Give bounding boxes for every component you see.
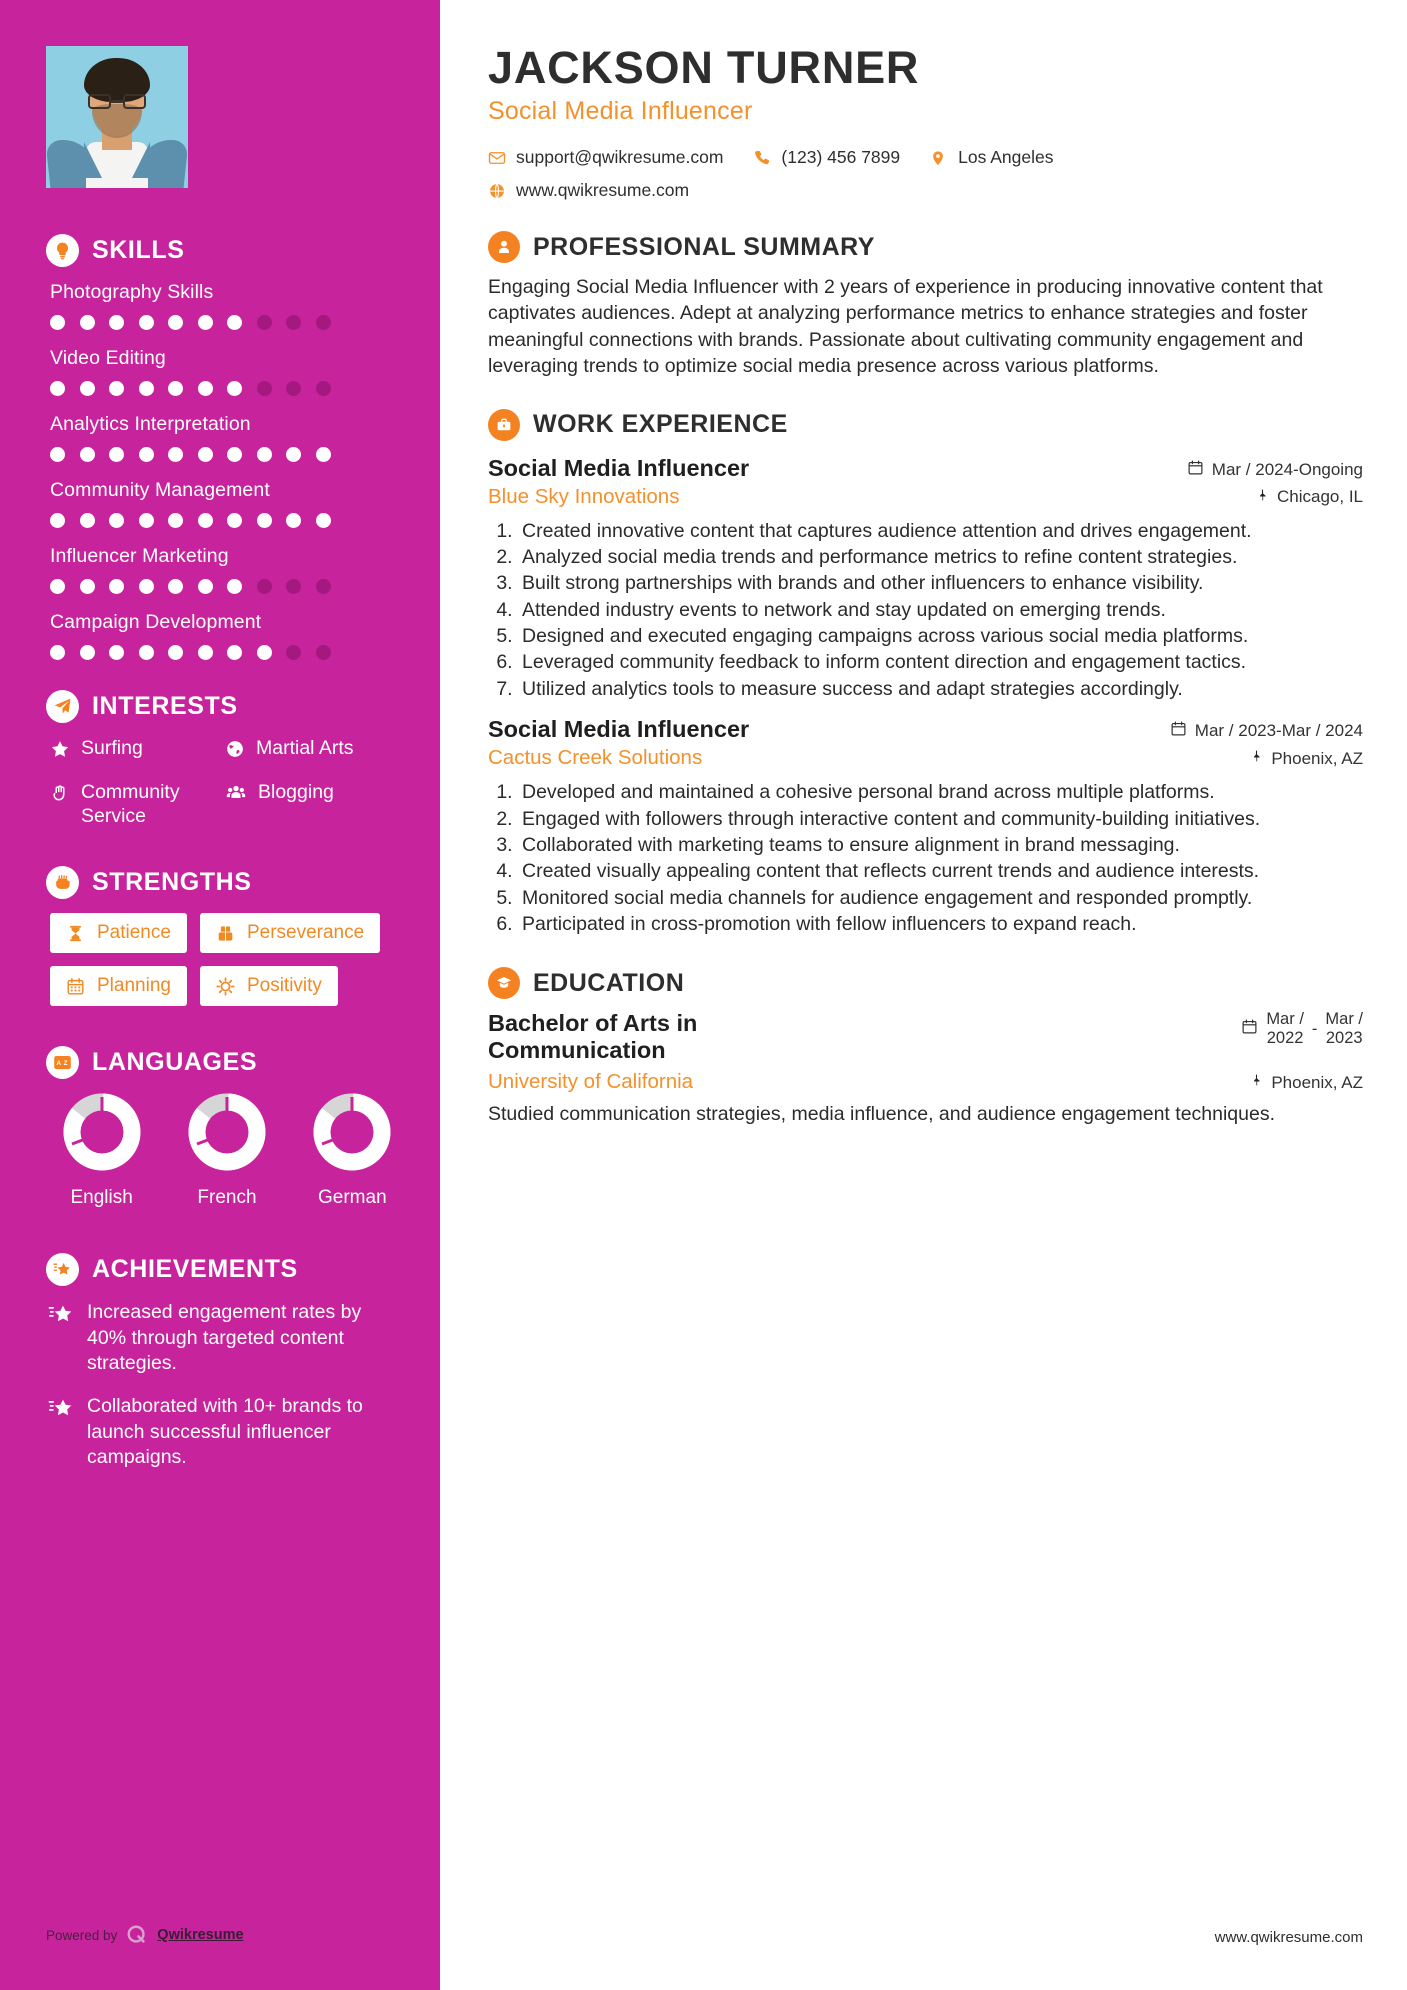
- photo-collar-left: [84, 142, 102, 178]
- education-description: Studied communication strategies, media influence, and audience engagement techniques.: [488, 1103, 1276, 1126]
- achievements-list: [46, 1300, 400, 1470]
- envelope-icon: [488, 149, 506, 167]
- binoculars-icon: [216, 924, 236, 943]
- job-bullet: 5. Designed and executed engaging campaigns across various social media platforms.: [518, 624, 1363, 649]
- strengths-heading: [46, 866, 400, 899]
- skill-dot: [257, 513, 272, 528]
- job-bullets: [488, 780, 1363, 937]
- language-label: German: [318, 1187, 387, 1209]
- language-label: English: [70, 1187, 133, 1209]
- job-bullet: 7. Utilized analytics tools to measure success and adapt strategies accordingly.: [518, 677, 1363, 702]
- skill-dot: [109, 381, 124, 396]
- job-title: Social Media Influencer: [488, 716, 750, 743]
- skill-dot: [227, 579, 242, 594]
- skill-dot: [227, 645, 242, 660]
- skill-dot: [257, 315, 272, 330]
- skill-dot: [227, 513, 242, 528]
- skill-dot: [316, 513, 331, 528]
- job-company: Blue Sky Innovations: [488, 484, 680, 508]
- skill-dot: [50, 513, 65, 528]
- skill-rating: [46, 381, 400, 396]
- skill-rating: [46, 513, 400, 528]
- languages-list: [46, 1093, 400, 1209]
- strength-chip: [50, 966, 187, 1006]
- skill-dot: [168, 645, 183, 660]
- interests-list: [46, 737, 400, 828]
- skill-item: [46, 479, 400, 528]
- powered-by-label: Powered by: [46, 1927, 118, 1943]
- skill-dot: [50, 645, 65, 660]
- map-pin-icon: [930, 149, 948, 167]
- qwikresume-link[interactable]: Qwikresume: [157, 1927, 244, 1943]
- skill-item: [46, 545, 400, 594]
- calendar-icon: [1187, 459, 1204, 481]
- page-title: JACKSON TURNER: [488, 42, 920, 93]
- skill-dot: [227, 381, 242, 396]
- users-icon: [225, 783, 247, 810]
- languages-title: LANGUAGES: [92, 1048, 258, 1077]
- skill-dot: [109, 513, 124, 528]
- language-donut: [63, 1093, 141, 1171]
- achievement-star-icon: [48, 1303, 74, 1376]
- skills-list: [46, 281, 400, 660]
- calendar-icon: [66, 977, 86, 996]
- skill-dot: [168, 447, 183, 462]
- skill-item: [46, 347, 400, 396]
- experience-section: [488, 409, 1363, 937]
- education-heading: [488, 967, 1363, 999]
- education-date-separator: -: [1311, 1019, 1318, 1038]
- skill-dot: [168, 513, 183, 528]
- profile-photo: [46, 46, 188, 188]
- skill-dot: [286, 381, 301, 396]
- strength-chip: [200, 913, 380, 953]
- job-dates-text: Mar / 2023-Mar / 2024: [1194, 721, 1363, 741]
- skill-dot: [109, 447, 124, 462]
- job-bullet: 2. Engaged with followers through interactive content and community-building initiatives.: [518, 807, 1363, 832]
- summary-text: Engaging Social Media Influencer with 2 years of experience in producing innovative content that captivates audiences. Adept at analyzing performance metrics to enhance strategies and foster meaningful connections with brands. Passionate about cultivating community engagement and leveraging trends to optimize social media presence across various platforms.: [488, 276, 1323, 377]
- achievement-item: [46, 1394, 400, 1470]
- skill-dot: [198, 579, 213, 594]
- language-item: [305, 1093, 400, 1209]
- job-bullet: 1. Developed and maintained a cohesive personal brand across multiple platforms.: [518, 780, 1363, 805]
- achievements-heading: [46, 1253, 400, 1286]
- language-item: [54, 1093, 149, 1209]
- skill-label: Video Editing: [50, 347, 166, 369]
- map-pin-icon: [1250, 748, 1263, 769]
- skill-dot: [50, 579, 65, 594]
- strengths-list: [46, 913, 400, 1006]
- globe-icon: [225, 739, 245, 766]
- job-bullet: 4. Attended industry events to network and stay updated on emerging trends.: [518, 598, 1363, 623]
- language-label: French: [197, 1187, 257, 1209]
- summary-section: [488, 231, 1363, 379]
- interest-label: Surfing: [81, 737, 143, 759]
- language-item: [179, 1093, 274, 1209]
- skill-dot: [257, 579, 272, 594]
- calendar-icon: [1170, 720, 1187, 742]
- svg-text:A: A: [56, 1060, 61, 1068]
- achievement-item: [46, 1300, 400, 1376]
- strengths-title: STRENGTHS: [92, 868, 252, 897]
- contact-row-1: [488, 147, 1363, 168]
- calendar-icon: [1241, 1018, 1258, 1040]
- education-location: [1250, 1072, 1363, 1093]
- skills-title: SKILLS: [92, 236, 185, 264]
- education-start-month: Mar /: [1266, 1010, 1304, 1029]
- interest-label: Community Service: [81, 780, 180, 827]
- skills-heading: [46, 234, 400, 267]
- skill-dot: [286, 513, 301, 528]
- job-dates: [1187, 459, 1363, 481]
- summary-title: PROFESSIONAL SUMMARY: [533, 232, 875, 261]
- star-burst-icon: [46, 1253, 79, 1286]
- skill-dot: [316, 579, 331, 594]
- education-degree: Bachelor of Arts in Communication: [488, 1010, 698, 1064]
- job-location: [1250, 748, 1363, 769]
- skill-dot: [109, 315, 124, 330]
- education-start-year: 2022: [1266, 1029, 1304, 1048]
- skill-dot: [316, 315, 331, 330]
- job-company: Cactus Creek Solutions: [488, 746, 703, 770]
- contact-phone-text: (123) 456 7899: [781, 147, 901, 168]
- skill-dot: [50, 315, 65, 330]
- job-dates-text: Mar / 2024-Ongoing: [1211, 459, 1363, 479]
- paper-plane-icon: [46, 690, 79, 723]
- skill-dot: [227, 447, 242, 462]
- skill-label: Analytics Interpretation: [50, 413, 251, 435]
- education-section: [488, 967, 1363, 1128]
- skill-dot: [50, 447, 65, 462]
- education-end-month: Mar /: [1325, 1010, 1363, 1029]
- job-role-subtitle: Social Media Influencer: [488, 97, 753, 126]
- job-sub-row: [488, 485, 1363, 509]
- skill-rating: [46, 447, 400, 462]
- skill-dot: [168, 579, 183, 594]
- language-donut: [188, 1093, 266, 1171]
- job-bullet: 5. Monitored social media channels for audience engagement and responded promptly.: [518, 886, 1363, 911]
- skill-dot: [80, 645, 95, 660]
- strength-label: Patience: [97, 922, 171, 944]
- skill-dot: [227, 315, 242, 330]
- job-title: Social Media Influencer: [488, 454, 750, 481]
- interests-section: [46, 690, 400, 828]
- sun-icon: [216, 977, 236, 996]
- skill-dot: [109, 579, 124, 594]
- skill-dot: [168, 381, 183, 396]
- job-location: [1256, 487, 1363, 508]
- education-dates: [1241, 1010, 1363, 1048]
- sidebar: [0, 0, 440, 1990]
- skill-dot: [316, 645, 331, 660]
- job-bullet: 4. Created visually appealing content that reflects current trends and audience interests.: [518, 859, 1363, 884]
- skill-rating: [46, 645, 400, 660]
- skill-dot: [139, 579, 154, 594]
- job-bullet: 1. Created innovative content that captures audience attention and drives engagement.: [518, 519, 1363, 544]
- hourglass-icon: [66, 924, 86, 943]
- achievements-title: ACHIEVEMENTS: [92, 1255, 298, 1284]
- photo-collar-right: [132, 142, 150, 178]
- job-bullet: 6. Participated in cross-promotion with fellow influencers to expand reach.: [518, 912, 1363, 937]
- skill-dot: [80, 579, 95, 594]
- skills-section: [46, 234, 400, 660]
- strength-label: Planning: [97, 975, 171, 997]
- skill-dot: [50, 381, 65, 396]
- skill-label: Campaign Development: [50, 611, 262, 633]
- job-bullet: 3. Built strong partnerships with brands and other influencers to enhance visibility.: [518, 571, 1363, 596]
- interests-heading: [46, 690, 400, 723]
- interest-item: [225, 781, 400, 829]
- skill-dot: [139, 645, 154, 660]
- svg-text:Z: Z: [63, 1060, 68, 1068]
- skill-item: [46, 611, 400, 660]
- photo-beard: [92, 104, 142, 138]
- achievement-star-icon: [48, 1397, 74, 1470]
- achievement-text: Increased engagement rates by 40% through targeted content strategies.: [87, 1301, 362, 1375]
- photo-glasses: [88, 94, 146, 109]
- translate-icon: [46, 1046, 79, 1079]
- skill-label: Influencer Marketing: [50, 545, 229, 567]
- skill-dot: [80, 447, 95, 462]
- job-bullet: 3. Collaborated with marketing teams to ensure alignment in brand messaging.: [518, 833, 1363, 858]
- interest-item: [50, 781, 225, 829]
- star-icon: [50, 739, 70, 766]
- education-sub-row: [488, 1070, 1363, 1094]
- jobs-list: [488, 455, 1363, 937]
- language-donut: [313, 1093, 391, 1171]
- fist-icon: [46, 866, 79, 899]
- job-top-row: [488, 716, 1363, 743]
- hand-icon: [50, 783, 70, 810]
- job-bullet: 2. Analyzed social media trends and performance metrics to refine content strategies.: [518, 545, 1363, 570]
- skill-item: [46, 413, 400, 462]
- achievements-section: [46, 1253, 400, 1470]
- strength-chip: [50, 913, 187, 953]
- skill-dot: [257, 645, 272, 660]
- achievement-text: Collaborated with 10+ brands to launch successful influencer campaigns.: [87, 1395, 363, 1469]
- interest-item: [225, 737, 400, 766]
- strengths-section: [46, 866, 400, 1006]
- briefcase-icon: [488, 409, 520, 441]
- contact-email[interactable]: [488, 147, 723, 168]
- globe-icon: [488, 182, 506, 200]
- skill-dot: [198, 315, 213, 330]
- graduation-cap-icon: [488, 967, 520, 999]
- interest-label: Martial Arts: [256, 737, 354, 759]
- job-bullets: [488, 519, 1363, 702]
- main-content: [440, 0, 1407, 1990]
- skill-dot: [198, 381, 213, 396]
- skill-dot: [316, 381, 331, 396]
- education-school: University of California: [488, 1070, 694, 1094]
- skill-dot: [80, 315, 95, 330]
- job-sub-row: [488, 746, 1363, 770]
- experience-heading: [488, 409, 1363, 441]
- skill-rating: [46, 579, 400, 594]
- skill-dot: [198, 447, 213, 462]
- skill-dot: [109, 645, 124, 660]
- contact-row-2: [488, 180, 1363, 201]
- skill-dot: [257, 447, 272, 462]
- skill-label: Photography Skills: [50, 281, 214, 303]
- skill-dot: [198, 513, 213, 528]
- skill-dot: [286, 315, 301, 330]
- interests-title: INTERESTS: [92, 692, 238, 720]
- education-date-end: [1325, 1010, 1363, 1048]
- skill-dot: [80, 381, 95, 396]
- interest-item: [50, 737, 225, 766]
- languages-heading: [46, 1046, 400, 1079]
- skill-dot: [139, 315, 154, 330]
- strength-chip: [200, 966, 338, 1006]
- job-location-text: Phoenix, AZ: [1271, 748, 1363, 768]
- sidebar-footer: [46, 1924, 244, 1946]
- interest-label: Blogging: [258, 780, 334, 803]
- job-location-text: Chicago, IL: [1277, 487, 1363, 507]
- skill-dot: [168, 315, 183, 330]
- skill-dot: [80, 513, 95, 528]
- phone-icon: [753, 149, 771, 167]
- skill-dot: [139, 513, 154, 528]
- contact-website[interactable]: [488, 180, 689, 201]
- skill-dot: [286, 645, 301, 660]
- contact-location: [930, 147, 1053, 168]
- strength-label: Perseverance: [246, 922, 365, 944]
- main-footer-url: www.qwikresume.com: [1214, 1929, 1363, 1946]
- skill-dot: [286, 447, 301, 462]
- strength-label: Positivity: [246, 975, 322, 997]
- job-top-row: [488, 455, 1363, 482]
- skill-rating: [46, 315, 400, 330]
- education-end-year: 2023: [1325, 1029, 1363, 1048]
- skill-dot: [139, 447, 154, 462]
- map-pin-icon: [1256, 487, 1269, 508]
- qwikresume-logo-icon: [126, 1924, 148, 1946]
- person-icon: [488, 231, 520, 263]
- summary-heading: [488, 231, 1363, 263]
- map-pin-icon: [1250, 1072, 1263, 1093]
- experience-title: WORK EXPERIENCE: [533, 410, 788, 439]
- education-date-start: [1266, 1010, 1304, 1048]
- skill-dot: [198, 645, 213, 660]
- contact-phone[interactable]: [753, 147, 900, 168]
- job-entry: [488, 455, 1363, 702]
- contact-email-text: support@qwikresume.com: [516, 147, 724, 168]
- skill-dot: [257, 381, 272, 396]
- education-location-text: Phoenix, AZ: [1271, 1072, 1363, 1092]
- job-dates: [1170, 720, 1363, 742]
- job-entry: [488, 716, 1363, 937]
- skill-dot: [286, 579, 301, 594]
- languages-section: [46, 1046, 400, 1209]
- skill-dot: [139, 381, 154, 396]
- contact-website-text: www.qwikresume.com: [516, 180, 690, 201]
- job-bullet: 6. Leveraged community feedback to inform content direction and engagement tactics.: [518, 650, 1363, 675]
- education-top-row: [488, 1010, 1363, 1064]
- skill-dot: [316, 447, 331, 462]
- contact-location-text: Los Angeles: [958, 147, 1054, 168]
- skill-item: [46, 281, 400, 330]
- lightbulb-icon: [46, 234, 79, 267]
- skill-label: Community Management: [50, 479, 270, 501]
- education-title: EDUCATION: [533, 968, 685, 997]
